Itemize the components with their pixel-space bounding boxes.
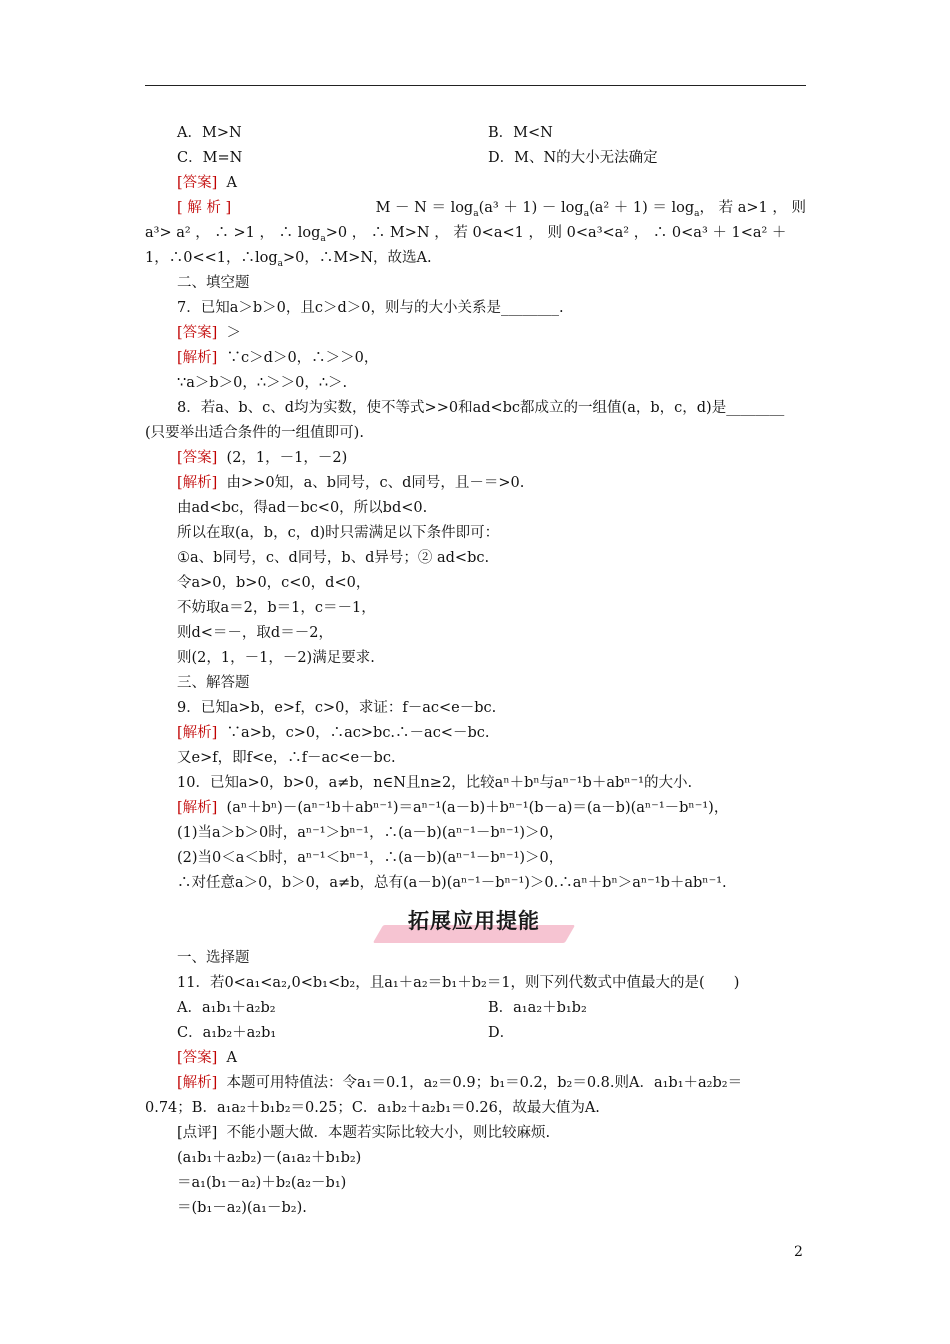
analysis-11-line-1: [解析] 本题可用特值法：令a₁＝0.1，a₂＝0.9；b₁＝0.2，b₂＝0.8.则A．a₁b₁＋a₂b₂＝ <box>177 1075 743 1091</box>
section-heading-solve: 三、解答题 <box>177 675 250 691</box>
option-a: A．M>N <box>177 125 242 141</box>
answer-line: [答案] A <box>177 175 238 191</box>
comment-line: [点评] 不能小题大做．本题若实际比较大小，则比较麻烦. <box>177 1125 551 1141</box>
answer-line-8: [答案] (2，1，－1，－2) <box>177 450 348 466</box>
analysis-8-line-1: [解析] 由>>0知，a、b同号，c、d同号，且－＝>0. <box>177 475 525 491</box>
option-c: C．M=N <box>177 150 243 166</box>
option-b: B．M<N <box>488 125 553 141</box>
q11-option-c: C．a₁b₂＋a₂b₁ <box>177 1025 277 1041</box>
question-7: 7．已知a＞b＞0，且c＞d＞0，则与的大小关系是________. <box>177 300 564 316</box>
analysis-10-line-1: [解析] (aⁿ＋bⁿ)－(aⁿ⁻¹b＋abⁿ⁻¹)＝aⁿ⁻¹(a－b)＋bⁿ⁻¹(b－a)＝(a－b)(aⁿ⁻¹－bⁿ⁻¹)， <box>177 800 729 816</box>
analysis-9-line-2: 又e>f，即f<e，∴f－ac<e－bc. <box>177 750 396 766</box>
analysis-10-line-3: (2)当0＜a＜b时，aⁿ⁻¹＜bⁿ⁻¹，∴(a－b)(aⁿ⁻¹－bⁿ⁻¹)＞0， <box>177 850 564 866</box>
question-8-cont: (只要举出适合条件的一组值即可). <box>145 425 364 441</box>
analysis-8-line-5: 令a>0，b>0，c<0，d<0， <box>177 575 371 591</box>
comment-line-3: ＝a₁(b₁－a₂)＋b₂(a₂－b₁) <box>177 1175 347 1191</box>
section-heading-fill: 二、填空题 <box>177 275 250 291</box>
q11-option-b: B．a₁a₂＋b₁b₂ <box>488 1000 587 1016</box>
section-heading-choice: 一、选择题 <box>177 950 250 966</box>
analysis-8-line-3: 所以在取(a，b，c，d)时只需满足以下条件即可： <box>177 525 500 541</box>
section-banner <box>374 903 574 945</box>
analysis-10-line-2: (1)当a＞b＞0时，aⁿ⁻¹＞bⁿ⁻¹，∴(a－b)(aⁿ⁻¹－bⁿ⁻¹)＞0， <box>177 825 564 841</box>
analysis-8-line-7: 则d<＝－，取d＝－2， <box>177 625 333 641</box>
answer-line-11: [答案] A <box>177 1050 238 1066</box>
header-rule <box>145 85 806 86</box>
comment-tag: [点评] <box>177 1125 218 1141</box>
analysis-tag: [ 解 析 ] <box>177 200 232 216</box>
option-d: D．M、N的大小无法确定 <box>488 150 658 166</box>
q11-option-a: A．a₁b₁＋a₂b₂ <box>177 1000 276 1016</box>
comment-line-4: ＝(b₁－a₂)(a₁－b₂). <box>177 1200 307 1216</box>
question-8: 8．若a、b、c、d均为实数，使不等式>>0和ad<bc都成立的一组值(a，b，c，d)是________ <box>177 400 785 416</box>
question-11: 11．若0<a₁<a₂,0<b₁<b₂，且a₁＋a₂＝b₁＋b₂＝1，则下列代数式中值最大的是( ) <box>177 975 740 991</box>
analysis-8-line-8: 则(2，1，－1，－2)满足要求. <box>177 650 375 666</box>
answer-tag: [答案] <box>177 175 218 191</box>
analysis-line: [ 解 析 ] $M - N = \log_a(a^3 + 1) - \log_a(a^2 + 1) = \log_a$， 若 a>1 ， 则 <box>177 198 806 224</box>
comment-line-2: (a₁b₁＋a₂b₂)－(a₁a₂＋b₁b₂) <box>177 1150 362 1166</box>
banner-title: 拓展应用提能 <box>408 909 540 933</box>
analysis-line-3: 1，∴0<<1，$\therefore\log_a>0$，∴M>N，故选A. <box>145 250 432 269</box>
analysis-7-line-2: ∵a＞b＞0，∴＞＞0，∴＞. <box>177 375 348 391</box>
analysis-8-line-6: 不妨取a＝2，b＝1，c＝－1， <box>177 600 376 616</box>
analysis-line-2: a³> a² ， ∴ >1 ， ∴ $\log_a>0$ ， ∴ M>N ， 若 0<a<1 ， 则 0<a³<a² ， ∴ 0<a³ ＋ 1<a² ＋ <box>145 225 787 244</box>
answer-line-7: [答案] ＞ <box>177 325 242 341</box>
question-9: 9．已知a>b，e>f，c>0，求证：f－ac<e－bc. <box>177 700 497 716</box>
q11-option-d: D． <box>488 1025 515 1041</box>
analysis-8-line-2: 由ad<bc，得ad－bc<0，所以bd<0. <box>177 500 428 516</box>
question-10: 10．已知a>0，b>0，a≠b，n∈N且n≥2，比较aⁿ＋bⁿ与aⁿ⁻¹b＋abⁿ⁻¹的大小. <box>177 775 693 791</box>
page-number: 2 <box>794 1244 803 1260</box>
analysis-11-line-2: 0.74；B．a₁a₂＋b₁b₂＝0.25；C．a₁b₂＋a₂b₁＝0.26，故最大值为A. <box>145 1100 600 1116</box>
analysis-8-line-4: ①a、b同号，c、d同号，b、d异号；② ad<bc. <box>177 550 490 566</box>
analysis-9-line-1: [解析] ∵a>b，c>0，∴ac>bc.∴－ac<－bc. <box>177 725 490 741</box>
analysis-10-line-4: ∴对任意a＞0，b＞0，a≠b，总有(a－b)(aⁿ⁻¹－bⁿ⁻¹)＞0.∴aⁿ＋bⁿ＞aⁿ⁻¹b＋abⁿ⁻¹. <box>177 875 727 891</box>
analysis-7-line-1: [解析] ∵c＞d＞0，∴＞＞0， <box>177 350 379 366</box>
